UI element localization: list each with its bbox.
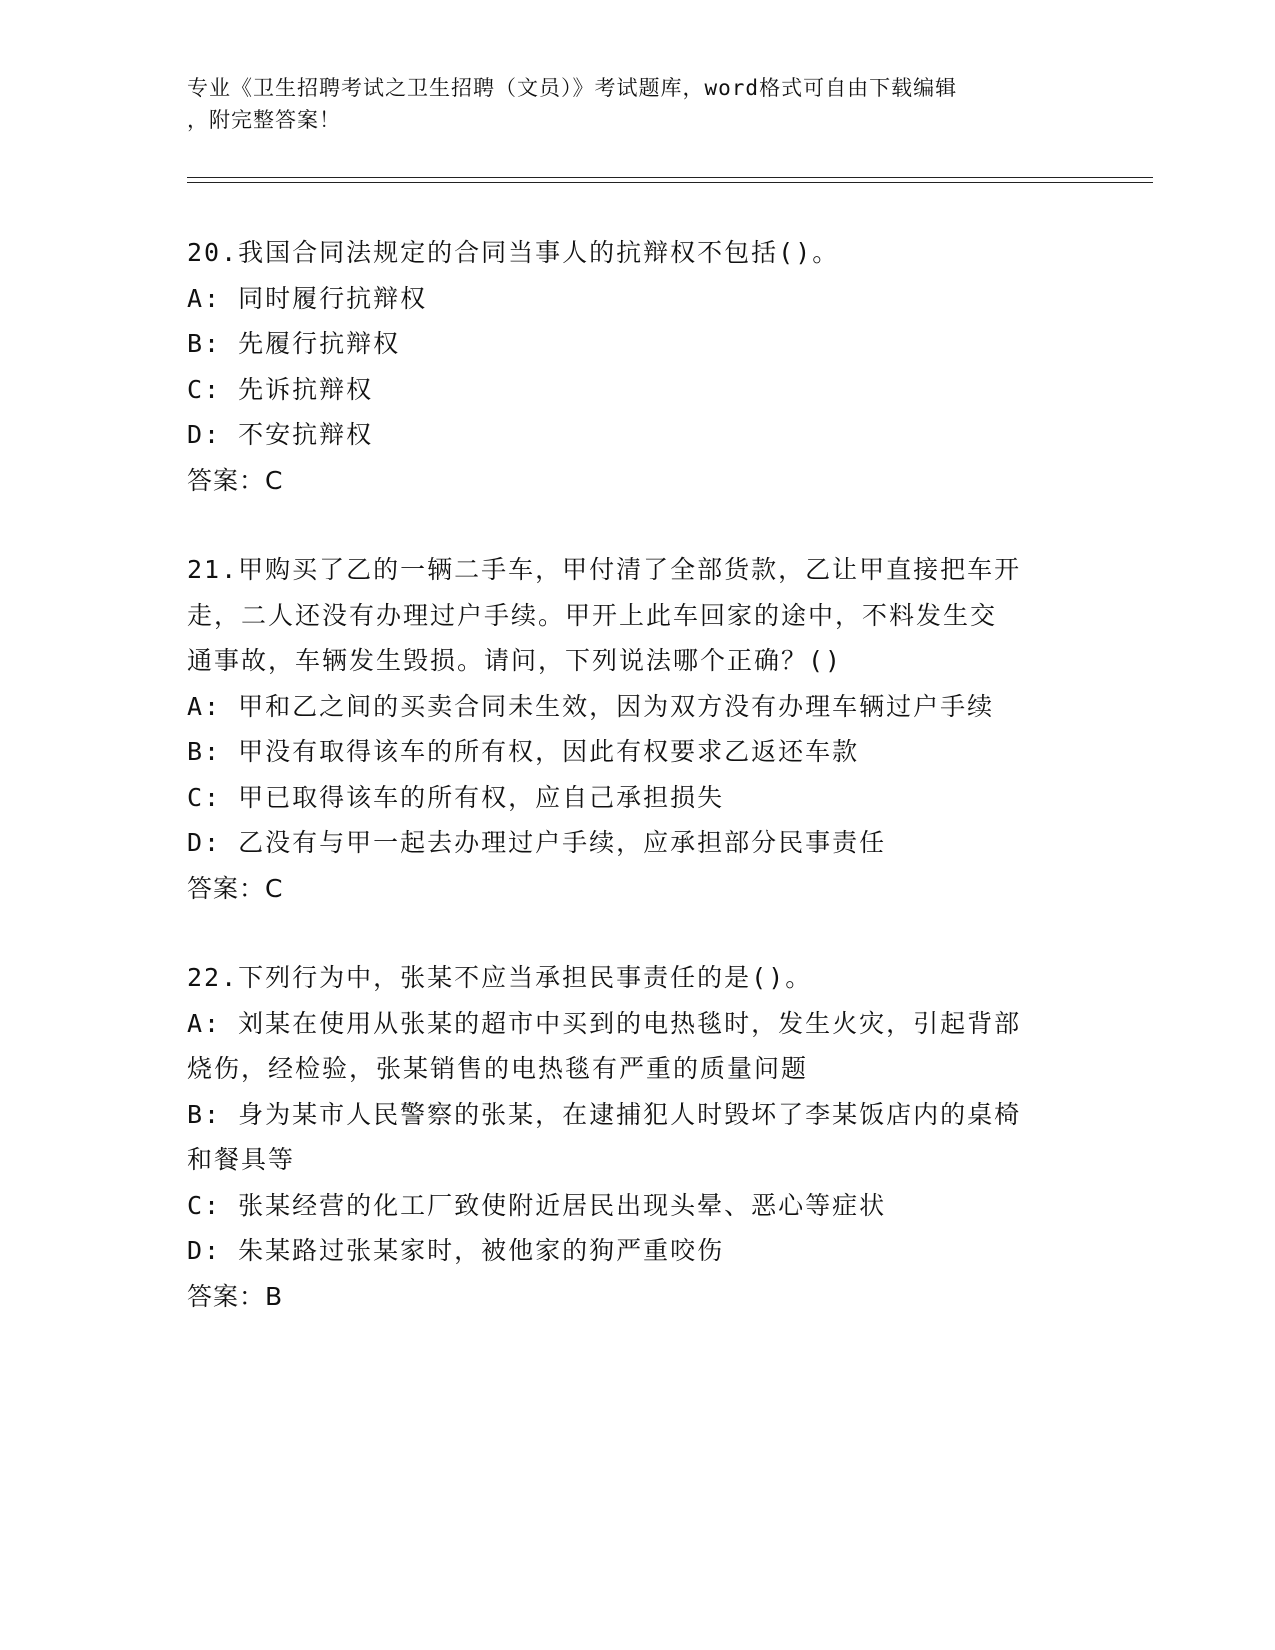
header-line-1: 专业《卫生招聘考试之卫生招聘（文员）》考试题库，word格式可自由下载编辑 [187, 76, 958, 100]
option-d: D: 朱某路过张某家时，被他家的狗严重咬伤 [187, 1236, 725, 1265]
question-list [187, 230, 1087, 1363]
option-d: D: 不安抗辩权 [187, 420, 374, 449]
header-line-2: ，附完整答案！ [187, 108, 341, 132]
option-a: A: 刘某在使用从张某的超市中买到的电热毯时，发生火灾，引起背部 [187, 1008, 1022, 1038]
answer: 答案：C [187, 873, 284, 903]
option-d: D: 乙没有与甲一起去办理过户手续，应承担部分民事责任 [187, 828, 887, 857]
option-c: C: 甲已取得该车的所有权，应自己承担损失 [187, 782, 725, 812]
option-b: B: 身为某市人民警察的张某，在逮捕犯人时毁坏了李某饭店内的桌椅 [187, 1099, 1022, 1129]
question-text: 通事故，车辆发生毁损。请问，下列说法哪个正确？() [187, 646, 843, 675]
option-c: C: 张某经营的化工厂致使附近居民出现头晕、恶心等症状 [187, 1190, 887, 1220]
question-text: 21.甲购买了乙的一辆二手车，甲付清了全部货款，乙让甲直接把车开 [187, 555, 1022, 584]
option-c: C: 先诉抗辩权 [187, 374, 374, 404]
question-text: 20.我国合同法规定的合同当事人的抗辩权不包括()。 [187, 238, 840, 267]
header-divider-top [187, 177, 1153, 178]
option-b-continued: 和餐具等 [187, 1145, 296, 1174]
question-22 [187, 955, 1087, 1319]
question-21 [187, 547, 1087, 911]
option-b: B: 甲没有取得该车的所有权，因此有权要求乙返还车款 [187, 737, 860, 766]
answer: 答案：B [187, 1281, 284, 1311]
option-b: B: 先履行抗辩权 [187, 329, 401, 358]
option-a: A: 甲和乙之间的买卖合同未生效，因为双方没有办理车辆过户手续 [187, 691, 995, 721]
question-20 [187, 230, 1087, 503]
question-text: 22.下列行为中，张某不应当承担民事责任的是()。 [187, 963, 813, 992]
header-divider-bottom [187, 182, 1153, 183]
document-header [187, 72, 1067, 136]
option-a-continued: 烧伤，经检验，张某销售的电热毯有严重的质量问题 [187, 1054, 809, 1083]
question-text: 走，二人还没有办理过户手续。甲开上此车回家的途中，不料发生交 [187, 600, 998, 630]
answer: 答案：C [187, 465, 284, 495]
option-a: A: 同时履行抗辩权 [187, 283, 428, 313]
